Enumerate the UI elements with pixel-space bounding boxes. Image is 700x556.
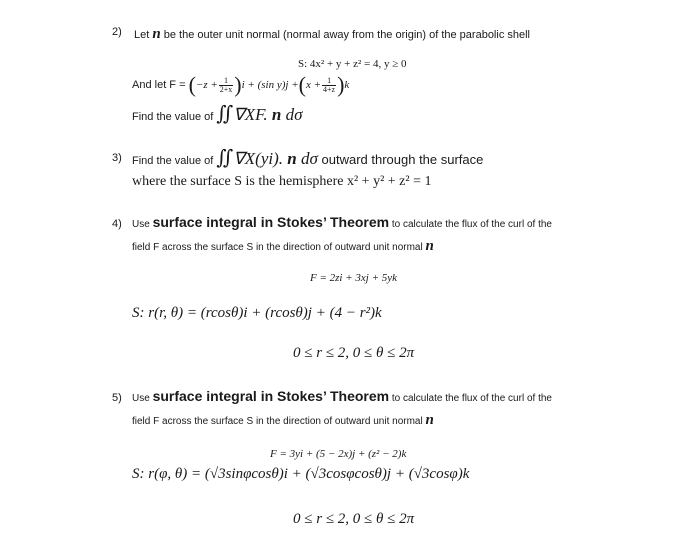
q3-line2	[132, 172, 431, 190]
q3-find: Find the value of	[132, 155, 217, 167]
q2-intro-n: n	[152, 26, 161, 42]
q5-line2	[132, 412, 434, 429]
q2-frac2-num: 1	[322, 77, 336, 86]
q4-rest: to calculate the flux of the curl of the	[389, 219, 552, 230]
q4-bold-phrase: surface integral in Stokes’ Theorem	[152, 214, 390, 230]
q2-number: 2)	[112, 26, 122, 38]
q3-outward: outward through the surface	[317, 152, 484, 167]
q5-range: 0 ≤ r ≤ 2, 0 ≤ θ ≤ 2π	[293, 511, 415, 527]
q2-intro-a: Let	[134, 29, 153, 41]
q2-lparen-1: (	[188, 72, 196, 98]
q5-number: 5)	[112, 392, 122, 404]
q2-f-part2: i + (sin y)j +	[241, 79, 299, 91]
q2-frac2	[322, 77, 336, 94]
q2-expr-end: dσ	[281, 105, 303, 124]
q2-frac2-den: 4+z	[323, 84, 336, 94]
q4-range: 0 ≤ r ≤ 2, 0 ≤ θ ≤ 2π	[293, 345, 415, 361]
q5-line1	[132, 388, 552, 406]
q3-expr-end: dσ	[296, 149, 318, 168]
q5-rest: to calculate the flux of the curl of the	[389, 393, 552, 404]
q2-and-let: And let F =	[132, 79, 189, 91]
q3-integral-symbol: ∬	[216, 145, 234, 169]
q2-frac1-den: 2+x	[219, 84, 233, 94]
q2-intro	[134, 26, 530, 43]
q2-integral-symbol: ∬	[216, 101, 234, 125]
q4-line2	[132, 238, 434, 255]
q4-use: Use	[132, 219, 153, 230]
q2-find: Find the value of	[132, 111, 217, 123]
q2-find-line	[132, 100, 302, 130]
q2-expr: ∇XF.	[233, 105, 272, 124]
q5-bold-phrase: surface integral in Stokes’ Theorem	[152, 388, 390, 404]
q5-param: S: r(φ, θ) = (√3sinφcosθ)i + (√3cosφcosθ)j + (√3cosφ)k	[132, 466, 470, 482]
q2-f-part4: k	[344, 79, 350, 91]
q5-use: Use	[132, 393, 153, 404]
q2-rparen-2: )	[337, 72, 345, 98]
q2-f-part1: −z +	[195, 79, 218, 91]
q4-line1	[132, 214, 552, 232]
q2-surface: S: 4x² + y + z² = 4, y ≥ 0	[298, 58, 407, 70]
q2-lparen-2: (	[298, 72, 306, 98]
q2-expr-n: n	[271, 105, 282, 124]
q2-intro-b: be the outer unit normal (normal away from the origin) of the parabolic shell	[160, 29, 530, 41]
q3-find-line	[132, 144, 483, 174]
q3-expr-n: n	[287, 149, 297, 168]
q3-line2-text: where the surface S is the hemisphere x² + y² + z² = 1	[132, 174, 432, 189]
q4-number: 4)	[112, 218, 122, 230]
q2-f-part3: x +	[305, 79, 322, 91]
q4-param: S: r(r, θ) = (rcosθ)i + (rcosθ)j + (4 − r²)k	[132, 305, 382, 321]
q3-number: 3)	[112, 152, 122, 164]
q4-line2-text: field F across the surface S in the direction of outward unit normal	[132, 242, 426, 253]
q2-frac1-num: 1	[219, 77, 234, 86]
q4-line2-n: n	[425, 238, 434, 254]
q3-expr: ∇X(yi).	[233, 149, 288, 168]
q5-line2-n: n	[425, 412, 434, 428]
q2-rparen-1: )	[234, 72, 242, 98]
q2-field	[132, 72, 349, 98]
q5-field: F = 3yi + (5 − 2x)j + (z² − 2)k	[270, 448, 407, 460]
q2-frac1	[219, 77, 234, 94]
q4-field: F = 2zi + 3xj + 5yk	[310, 272, 398, 284]
q5-line2-text: field F across the surface S in the direction of outward unit normal	[132, 416, 426, 427]
